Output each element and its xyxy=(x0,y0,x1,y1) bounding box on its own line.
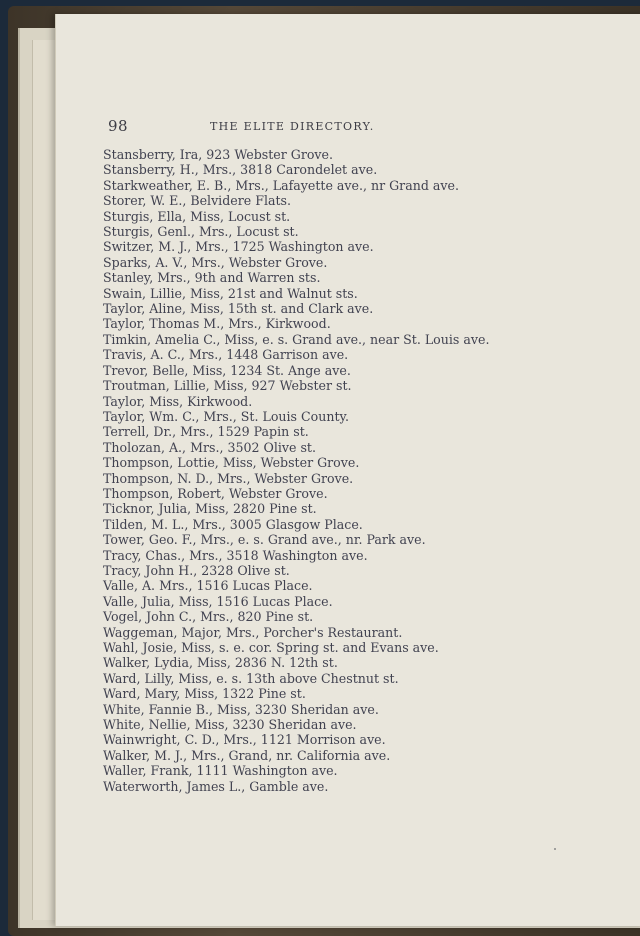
directory-entry: Taylor, Aline, Miss, 15th st. and Clark ave. xyxy=(103,301,374,317)
directory-entry: Sparks, A. V., Mrs., Webster Grove. xyxy=(103,254,328,270)
directory-entry: Waller, Frank, 1111 Washington ave. xyxy=(103,763,338,779)
directory-entry: White, Nellie, Miss, 3230 Sheridan ave. xyxy=(103,717,357,733)
directory-entry: Troutman, Lillie, Miss, 927 Webster st. xyxy=(103,378,352,394)
directory-entries xyxy=(103,147,498,794)
directory-entry: Walker, Lydia, Miss, 2836 N. 12th st. xyxy=(103,655,338,671)
directory-entry: Starkweather, E. B., Mrs., Lafayette ave., nr Grand ave. xyxy=(103,177,459,193)
directory-entry: Tower, Geo. F., Mrs., e. s. Grand ave., nr. Park ave. xyxy=(103,532,426,548)
directory-entry: Valle, A. Mrs., 1516 Lucas Place. xyxy=(103,578,313,594)
directory-entry: Walker, M. J., Mrs., Grand, nr. California ave. xyxy=(103,747,391,763)
directory-entry: Ticknor, Julia, Miss, 2820 Pine st. xyxy=(103,501,317,517)
directory-entry: Switzer, M. J., Mrs., 1725 Washington ave. xyxy=(103,239,374,255)
page-header xyxy=(108,117,508,139)
directory-entry: Wainwright, C. D., Mrs., 1121 Morrison ave. xyxy=(103,732,386,748)
directory-entry: Travis, A. C., Mrs., 1448 Garrison ave. xyxy=(103,347,349,363)
directory-entry: Timkin, Amelia C., Miss, e. s. Grand ave., near St. Louis ave. xyxy=(103,331,490,347)
directory-entry: Waggeman, Major, Mrs., Porcher's Restaurant. xyxy=(103,624,403,640)
directory-entry: Storer, W. E., Belvidere Flats. xyxy=(103,193,292,209)
directory-entry: Tracy, Chas., Mrs., 3518 Washington ave. xyxy=(103,547,368,563)
directory-entry: Sturgis, Ella, Miss, Locust st. xyxy=(103,208,291,224)
directory-entry: Wahl, Josie, Miss, s. e. cor. Spring st. and Evans ave. xyxy=(103,640,439,655)
directory-entry: Stansberry, H., Mrs., 3818 Carondelet ave. xyxy=(103,162,378,178)
directory-entry: Thompson, N. D., Mrs., Webster Grove. xyxy=(103,470,354,486)
directory-entry: Tracy, John H., 2328 Olive st. xyxy=(103,562,290,578)
directory-entry: Ward, Lilly, Miss, e. s. 13th above Chestnut st. xyxy=(103,670,399,686)
directory-entry: Taylor, Wm. C., Mrs., St. Louis County. xyxy=(103,408,349,424)
directory-entry: Taylor, Miss, Kirkwood. xyxy=(103,393,253,409)
directory-entry: Trevor, Belle, Miss, 1234 St. Ange ave. xyxy=(103,362,351,378)
directory-entry: Stanley, Mrs., 9th and Warren sts. xyxy=(103,270,321,286)
directory-entry: Waterworth, James L., Gamble ave. xyxy=(103,778,329,794)
page-number: 98 xyxy=(108,117,129,135)
directory-entry: White, Fannie B., Miss, 3230 Sheridan ave. xyxy=(103,701,379,717)
directory-entry: Swain, Lillie, Miss, 21st and Walnut sts. xyxy=(103,285,358,301)
directory-entry: Thompson, Lottie, Miss, Webster Grove. xyxy=(103,455,360,471)
directory-entry: Valle, Julia, Miss, 1516 Lucas Place. xyxy=(103,593,333,609)
directory-entry: Stansberry, Ira, 923 Webster Grove. xyxy=(103,147,333,162)
directory-entry: Tilden, M. L., Mrs., 3005 Glasgow Place. xyxy=(103,516,363,532)
directory-entry: Ward, Mary, Miss, 1322 Pine st. xyxy=(103,686,306,702)
running-title: THE ELITE DIRECTORY. xyxy=(210,120,375,133)
directory-entry: Taylor, Thomas M., Mrs., Kirkwood. xyxy=(103,316,331,332)
directory-entry: Sturgis, Genl., Mrs., Locust st. xyxy=(103,224,299,240)
directory-entry: Tholozan, A., Mrs., 3502 Olive st. xyxy=(103,439,316,455)
directory-entry: Vogel, John C., Mrs., 820 Pine st. xyxy=(103,609,314,625)
directory-entry: Thompson, Robert, Webster Grove. xyxy=(103,485,328,501)
directory-entry: Terrell, Dr., Mrs., 1529 Papin st. xyxy=(103,424,309,440)
paper-speck xyxy=(554,848,556,850)
